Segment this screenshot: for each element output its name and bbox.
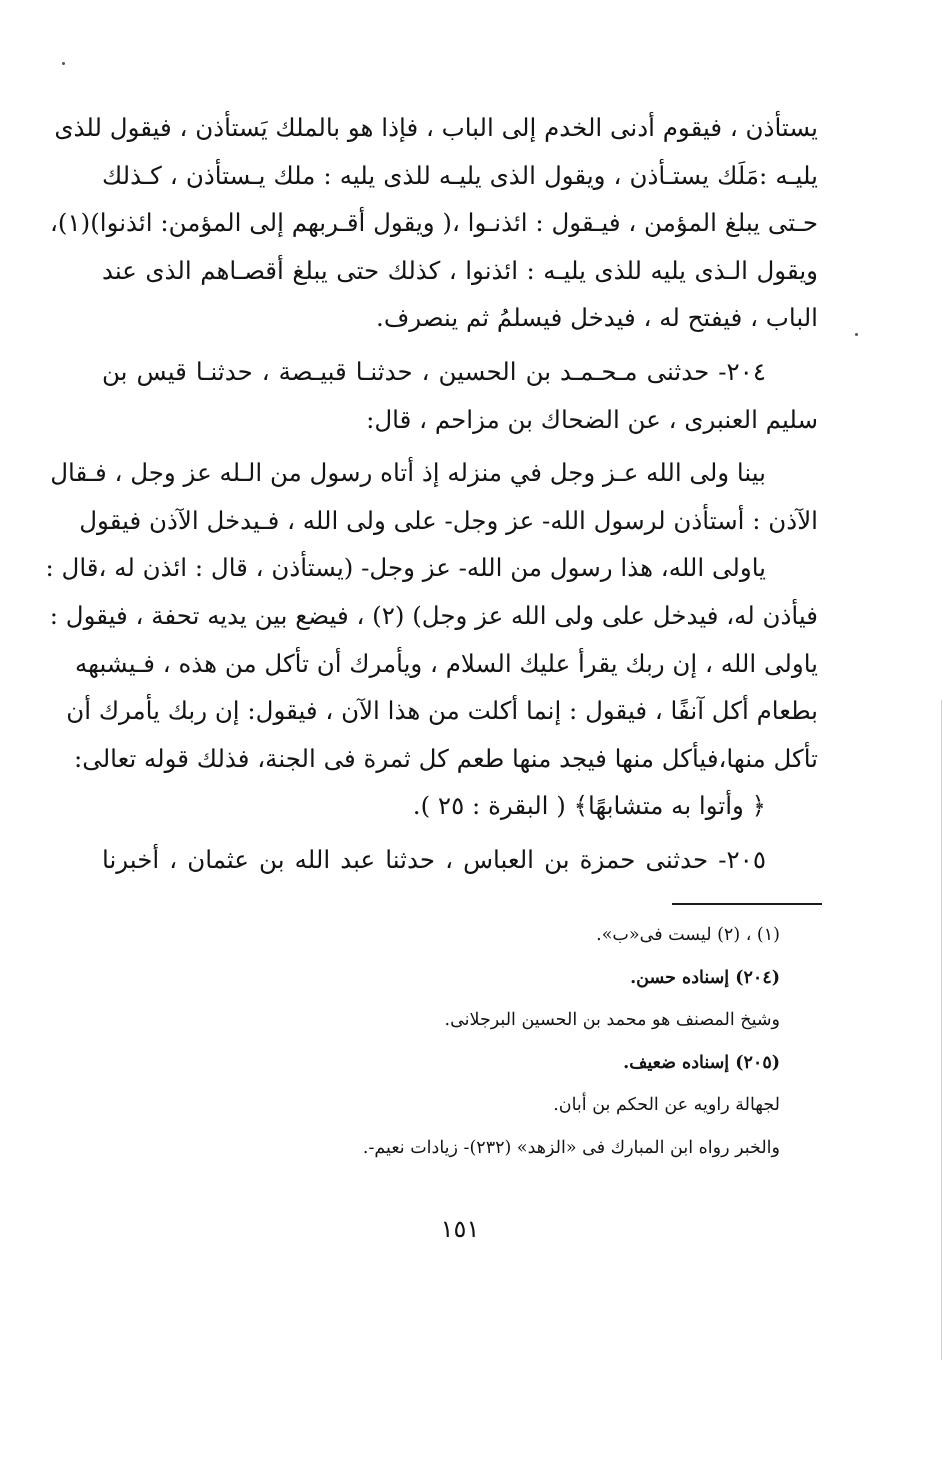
text-line: ياولى الله، هذا رسول من الله- عز وجل- (يستأذن ، قال : ائذن له ،قال :	[45, 553, 766, 583]
text-line: حـتى يبلغ المؤمن ، فيـقول : ائذنـوا ،( ويقول أقـربهم إلى المؤمن: ائذنوا)(١)،	[50, 208, 818, 238]
scan-speck	[62, 62, 65, 65]
hadith-205-heading: ٢٠٥- حدثنى حمزة بن العباس ، حدثنا عبد الله بن عثمان ، أخبرنا	[102, 844, 766, 874]
page-number: ١٥١	[440, 1215, 480, 1243]
text-line: بينا ولى الله عـز وجل في منزله إذ أتاه رسول من الـله عز وجل ، فـقال	[50, 458, 766, 488]
text-line: يليـه :مَلَك يستـأذن ، ويقول الذى يليـه للذى يليه : ملك يـستأذن ، كـذلك	[102, 160, 818, 190]
hadith-204-heading: ٢٠٤- حدثنى مـحـمـد بن الحسين ، حدثنـا قبيـصة ، حدثنـا قيس بن	[102, 356, 766, 386]
text-line: سليم العنبرى ، عن الضحاك بن مزاحم ، قال:	[366, 404, 818, 434]
footnote: (٢٠٤) إسناده حسن.	[630, 967, 780, 988]
text-line: الباب ، فيفتح له ، فيدخل فيسلمُ ثم ينصرف.	[376, 303, 818, 333]
footnote: (١) ، (٢) ليست فى«ب».	[596, 925, 780, 945]
text-line: بطعام أكل آنفًا ، فيقول : إنما أكلت من هذا الآن ، فيقول: إن ربك يأمرك أن	[66, 696, 818, 726]
text-line: يستأذن ، فيقوم أدنى الخدم إلى الباب ، فإذا هو بالملك يَستأذن ، فيقول للذى	[54, 113, 818, 142]
footnote: لجهالة راويه عن الحكم بن أبان.	[553, 1095, 780, 1115]
text-line: ويقول الـذى يليه للذى يليـه : ائذنوا ، كذلك حتى يبلغ أقصـاهم الذى عند	[102, 255, 818, 285]
text-line: فيأذن له، فيدخل على ولى الله عز وجل) (٢) ، فيضع بين يديه تحفة ، فيقول :	[49, 600, 818, 630]
scan-speck	[855, 333, 858, 336]
text-line: الآذن : أستأذن لرسول الله- عز وجل- على ولى الله ، فـيدخل الآذن فيقول	[79, 505, 818, 535]
footnotes	[300, 914, 780, 1169]
footnote: وشيخ المصنف هو محمد بن الحسين البرجلانى.	[444, 1010, 780, 1030]
text-line: تأكل منها،فيأكل منها فيجد منها طعم كل ثمرة فى الجنة، فذلك قوله تعالى:	[74, 743, 818, 773]
scan-edge-line	[941, 700, 942, 1360]
quran-verse: ﴿ وأتوا به متشابهًا﴾ ( البقرة : ٢٥ ).	[412, 791, 766, 821]
footnote: والخبر رواه ابن المبارك فى «الزهد» (٢٣٢)- زيادات نعيم-.	[362, 1137, 780, 1158]
footnote-separator	[672, 903, 822, 905]
footnote: (٢٠٥) إسناده ضعيف.	[623, 1052, 780, 1073]
text-line: ياولى الله ، إن ربك يقرأ عليك السلام ، ويأمرك أن تأكل من هذه ، فـيشبهه	[75, 648, 818, 678]
main-text	[45, 104, 818, 884]
